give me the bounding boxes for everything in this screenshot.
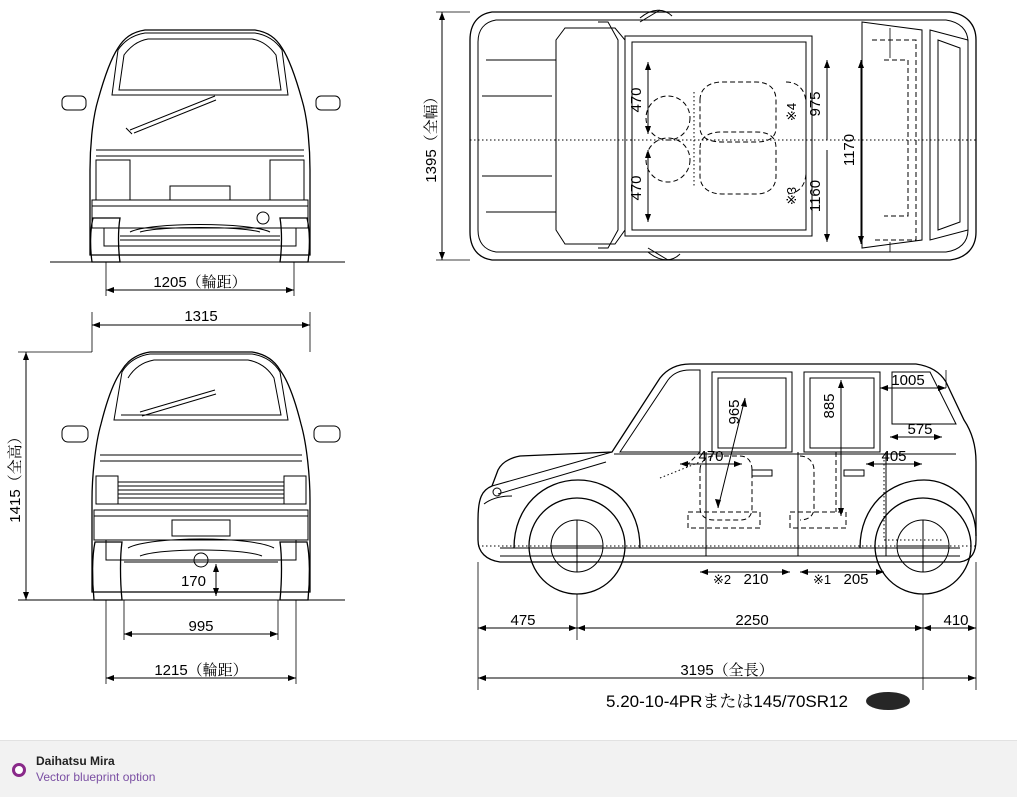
- dim-470-top-lower: 470: [628, 175, 645, 201]
- dim-1005: 1005: [891, 372, 925, 389]
- dim-210: 210: [743, 571, 769, 588]
- rear-view: [50, 30, 345, 296]
- dim-470-side: 470: [698, 448, 724, 465]
- dim-575: 575: [907, 421, 933, 438]
- dim-wheelbase: 2250: [735, 612, 769, 629]
- dim-overall-height: 1415（全高）: [7, 429, 24, 523]
- marker-1: ※1: [812, 572, 832, 587]
- dim-405: 405: [881, 448, 907, 465]
- marker-4: ※4: [784, 102, 799, 122]
- dim-overall-width-top: 1395（全幅）: [423, 89, 440, 183]
- dim-1170: 1170: [841, 133, 858, 167]
- dim-track-front: 1215（輪距）: [154, 662, 248, 679]
- side-view: [478, 364, 976, 711]
- dim-overall-length: 3195（全長）: [680, 662, 774, 679]
- dim-205: 205: [843, 571, 869, 588]
- caption-bar: [0, 740, 1017, 797]
- dim-470-top-upper: 470: [628, 87, 645, 113]
- dim-track-rear: 1205（輪距）: [153, 274, 247, 291]
- blueprint-subtitle[interactable]: Vector blueprint option: [36, 770, 156, 785]
- marker-2: ※2: [712, 572, 732, 587]
- blueprint-title: Daihatsu Mira: [36, 754, 115, 768]
- dim-rear-overhang: 410: [943, 612, 969, 629]
- marker-3: ※3: [784, 186, 799, 206]
- front-view: [6, 308, 345, 684]
- dim-170: 170: [180, 573, 206, 590]
- dim-1160: 1160: [807, 179, 824, 213]
- top-view: [423, 10, 976, 260]
- dim-995: 995: [188, 618, 214, 635]
- dim-front-overhang: 475: [510, 612, 536, 629]
- dim-overall-width-front: 1315: [184, 308, 218, 325]
- dim-885: 885: [821, 393, 838, 419]
- dim-965: 965: [726, 399, 743, 425]
- dim-975: 975: [807, 91, 824, 117]
- brand-dot-icon: [12, 763, 26, 777]
- tire-spec-label: 5.20-10-4PRまたは145/70SR12: [606, 692, 848, 711]
